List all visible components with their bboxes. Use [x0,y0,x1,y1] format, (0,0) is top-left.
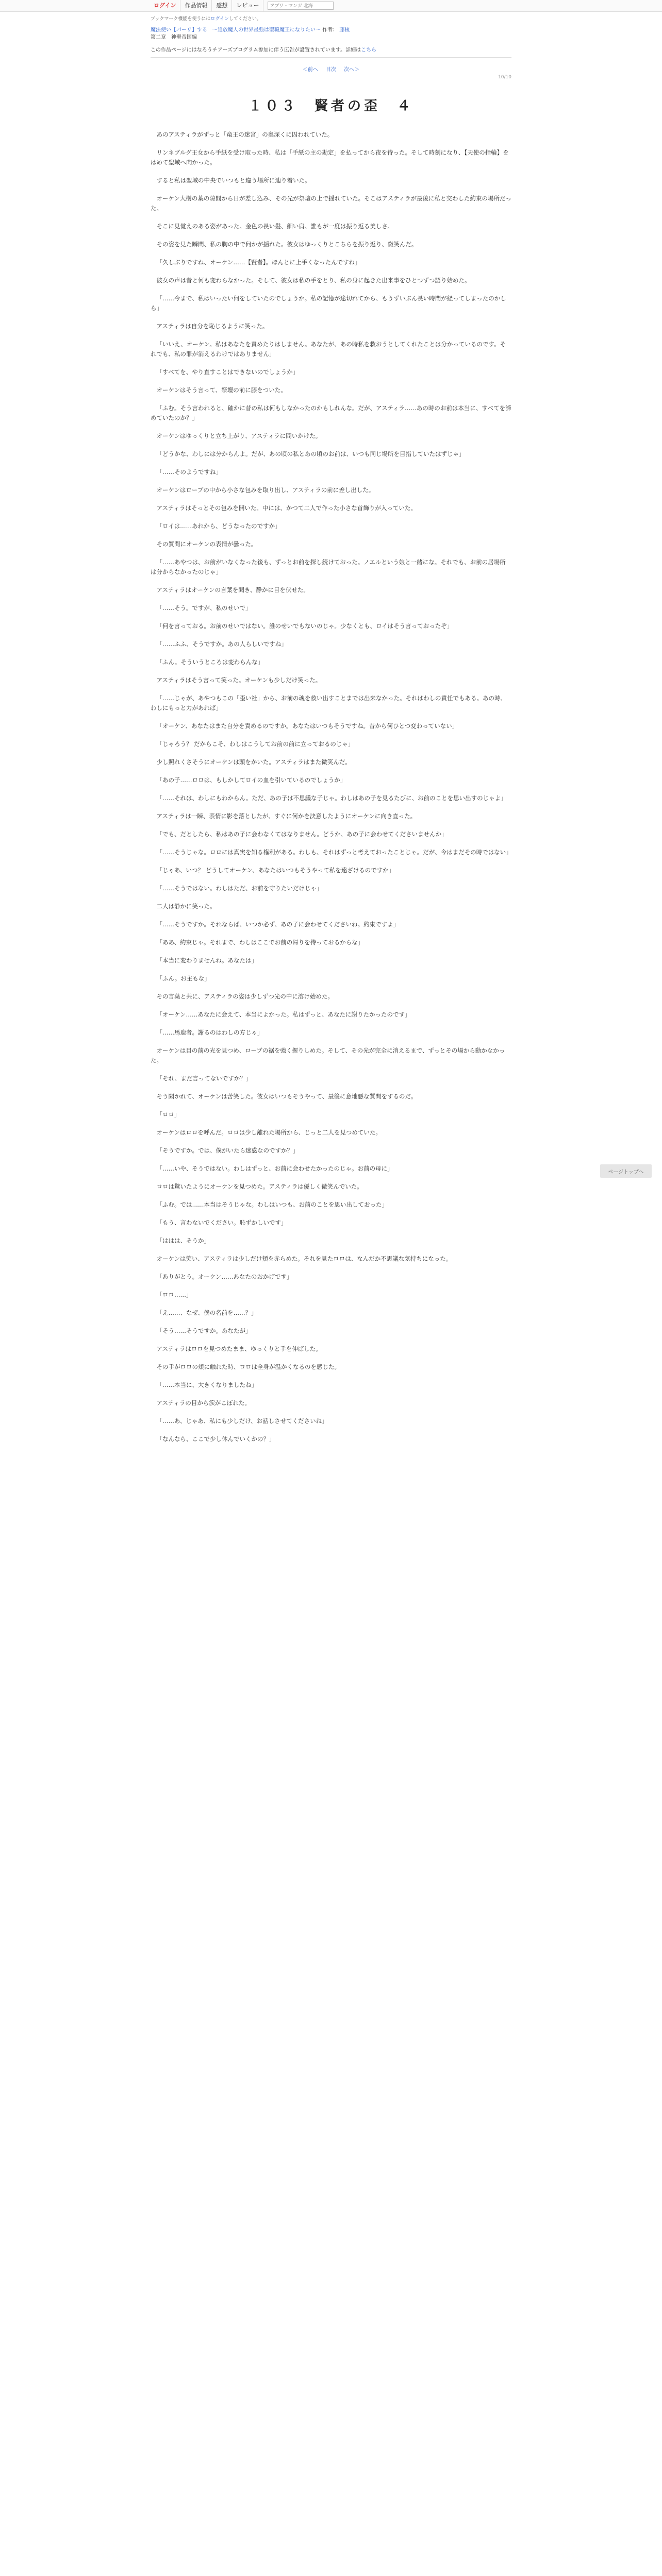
novel-paragraph: 「そうですか。では、僕がいたら迷惑なのですか？」 [156,1147,299,1154]
novel-paragraph: 「そう……そうですか。あなたが」 [156,1327,252,1334]
novel-paragraph: 「……そのようですね」 [156,468,222,476]
login-link[interactable]: ログイン [150,0,180,11]
author-link[interactable]: 藤榎 [339,27,350,33]
novel-paragraph: 「ふん。そういうところは変わらんな」 [156,658,264,666]
novel-paragraph: オーケンはそう言って、祭壇の前に膝をついた。 [156,386,287,394]
novel-paragraph: 「あの子……ロロは、もしかしてロイの血を引いているのでしょうか」 [156,776,346,784]
series-title-link[interactable]: 魔法使い【パーリ】する ～追放魔人の世界最強は聖職魔王になりたい～ [151,27,321,33]
novel-paragraph: 「……そう。ですが、私のせいで」 [156,604,252,612]
novel-paragraph: 「何を言っておる。お前のせいではない。誰のせいでもないのじゃ。少なくとも、ロイはそう言っておったぞ」 [156,622,453,630]
novel-paragraph: 「ロロ……」 [156,1291,192,1298]
bookmark-notice [151,12,511,24]
novel-paragraph: 「……そうじゃな。ロロには真実を知る権利がある。わしも、それはずっと考えておったことじゃ。だが、今はまだその時ではない」 [156,849,512,856]
novel-paragraph: 「どうかな、わしには分からんよ。だが、あの頃の私とあの頃のお前は、いつも同じ場所を目指していたはずじゃ」 [156,450,465,457]
notice-text-after: してください。 [228,16,261,22]
prev-link[interactable]: ＜前へ [302,67,318,73]
novel-body [151,130,511,1444]
search-input[interactable] [268,2,334,10]
novel-paragraph: 「ロロ」 [156,1111,180,1118]
novel-paragraph: アスティラはオーケンの言葉を聞き、静かに目を伏せた。 [156,586,309,594]
author-label: 作者： [322,27,338,33]
novel-paragraph: 「……そうではない。わしはただ、お前を守りたいだけじゃ」 [156,885,323,892]
novel-paragraph: あのアスティラがずっと「竜王の迷宮」の奥深くに囚われていた。 [156,131,334,138]
novel-paragraph: その手がロロの頬に触れた時、ロロは全身が温かくなるのを感じた。 [156,1363,340,1370]
novel-paragraph: その姿を見た瞬間、私の胸の中で何かが揺れた。彼女はゆっくりとこちらを振り返り、微笑んだ。 [156,241,418,248]
ad-notice-link[interactable]: こちら [361,47,377,53]
novel-paragraph: 「ふむ。では……本当はそうじゃな。わしはいつも、お前のことを思い出しておった」 [156,1201,388,1208]
novel-paragraph: 「……いや、そうではない。わしはずっと、お前に会わせたかったのじゃ。お前の母に」 [156,1165,393,1172]
novel-paragraph: 「……本当に、大きくなりましたね」 [156,1381,257,1388]
novel-paragraph: そこに見覚えのある姿があった。金色の長い髪、細い肩、誰もが一度は振り返る美しさ。 [156,223,393,230]
notice-login-link[interactable]: ログイン [210,16,229,22]
ad-notice-text: この作品ページにはなろうチアーズプログラム参加に伴う広告が設置されています。詳細は [151,47,361,53]
novel-paragraph: 「ロイは……あれから、どうなったのですか」 [156,522,281,530]
novel-paragraph: オーケンはゆっくりと立ち上がり、アスティラに問いかけた。 [156,432,322,439]
main-container [151,12,511,1444]
novel-paragraph: 「久しぶりですね、オーケン……【賢者】。ほんとに上手くなったんですね」 [156,259,361,266]
novel-paragraph: 「じゃろう？ だからこそ、わしはこうしてお前の前に立っておるのじゃ」 [156,740,354,748]
novel-paragraph: 「……そうですか。それならば、いつか必ず、あの子に会わせてくださいね。約束ですよ」 [156,921,400,928]
works-info-link[interactable]: 作品情報 [180,0,212,11]
novel-paragraph: 「ああ、約束じゃ。それまで、わしはここでお前の帰りを待っておるからな」 [156,939,364,946]
page-top-button[interactable]: ページトップへ [600,1164,652,1178]
novel-paragraph: アスティラは自分を恥じるように笑った。 [156,323,269,330]
novel-paragraph: そう聞かれて、オーケンは苦笑した。彼女はいつもそうやって、最後に意地悪な質問をするのだ。 [156,1093,417,1100]
novel-paragraph: リンネブルグ王女から手紙を受け取った時、私は「手紙の主の勘定」を払ってから夜を待った。そして時刻になり、【天使の指輪】をはめて聖域へ向かった。 [151,149,509,166]
novel-paragraph: 「……ふふ、そうですか。あの人らしいですね」 [156,640,287,648]
next-link[interactable]: 次へ＞ [344,67,360,73]
novel-paragraph: 「……あ、じゃあ、私にも少しだけ、お話しさせてくださいね」 [156,1417,328,1425]
toc-link[interactable]: 目次 [326,67,336,73]
novel-paragraph: 彼女の声は昔と何も変わらなかった。そして、彼女は私の手をとり、私の身に起きた出来事をひとつずつ語り始めた。 [156,277,471,284]
novel-paragraph: 「オーケン……あなたに会えて、本当によかった。私はずっと、あなたに謝りたかったのです」 [156,1011,411,1018]
novel-paragraph: その言葉と共に、アスティラの姿は少しずつ光の中に溶け始めた。 [156,993,334,1000]
novel-paragraph: 「ふん。お主もな」 [156,975,210,982]
novel-paragraph: アスティラはそっとその包みを開いた。中には、かつて二人で作った小さな首飾りが入っていた。 [156,504,417,512]
episode-title: １０３ 賢者の歪 ４ [248,98,413,114]
novel-paragraph: 「……今まで、私はいったい何をしていたのでしょうか。私の記憶が途切れてから、もうずいぶん長い時間が経ってしまったのかしら」 [151,295,506,312]
notice-text-before: ブックマーク機能を使うには [151,16,211,22]
novel-paragraph: 「……それは、わしにもわからん。ただ、あの子は不思議な子じゃ。わしはあの子を見るたびに、お前のことを思い出すのじゃよ」 [156,794,507,802]
novel-paragraph: 「ははは、そうか」 [156,1237,210,1244]
chapter-title: 第二章 神聖帝国編 [151,35,197,40]
novel-paragraph: オーケンはロロを呼んだ。ロロは少し離れた場所から、じっと二人を見つめていた。 [156,1129,382,1136]
novel-paragraph: オーケンは笑い、アスティラは少しだけ頬を赤らめた。それを見たロロは、なんだか不思議な気持ちになった。 [156,1255,452,1262]
impressions-link[interactable]: 感想 [212,0,232,11]
novel-paragraph: 少し照れくさそうにオーケンは頭をかいた。アスティラはまた微笑んだ。 [156,758,351,766]
novel-paragraph: 「すべてを、やり直すことはできないのでしょうか」 [156,368,299,376]
novel-paragraph: ロロは驚いたようにオーケンを見つめた。アスティラは優しく微笑んでいた。 [156,1183,363,1190]
novel-paragraph: アスティラは一瞬、表情に影を落としたが、すぐに何かを決意したようにオーケンに向き直った。 [156,812,417,820]
novel-paragraph: 「でも、だとしたら、私はあの子に会わなくてはなりません。どうか、あの子に会わせてくださいませんか」 [156,831,448,838]
novel-paragraph: 「本当に変わりませんね。あなたは」 [156,957,257,964]
novel-paragraph: 「じゃあ、いつ？ どうしてオーケン、あなたはいつもそうやって私を遠ざけるのですか」 [156,867,395,874]
novel-paragraph: オーケン大樹の葉の隙間から日が差し込み、その光が祭壇の上で揺れていた。そこはアスティラが最後に私と交わした約束の場所だった。 [151,195,511,212]
novel-paragraph: 「……馬鹿者。謝るのはわしの方じゃ」 [156,1029,263,1036]
novel-paragraph: 「もう、言わないでください。恥ずかしいです」 [156,1219,287,1226]
novel-paragraph: その質問にオーケンの表情が曇った。 [156,540,257,548]
novel-paragraph: 「ふむ。そう言われると、確かに昔の私は何もしなかったのかもしれんな。だが、アスティラ……あの時のお前は本当に、すべてを諦めていたのか？」 [151,404,511,421]
novel-paragraph: 「なんなら、ここで少し休んでいくかの？」 [156,1435,275,1443]
top-nav-bar [0,0,662,12]
novel-paragraph: アスティラはロロを見つめたまま、ゆっくりと手を伸ばした。 [156,1345,322,1352]
novel-paragraph: オーケンは目の前の光を見つめ、ローブの裾を強く握りしめた。そして、その光が完全に消えるまで、ずっとその場から動かなかった。 [151,1047,505,1064]
novel-paragraph: 「え……、なぜ、僕の名前を……？」 [156,1309,257,1316]
novel-paragraph: アスティラの目から涙がこぼれた。 [156,1399,251,1406]
series-info [151,27,511,41]
novel-paragraph: 二人は静かに笑った。 [156,903,216,910]
novel-paragraph: 「……あやつは、お前がいなくなった後も、ずっとお前を探し続けておった。ノエルという娘と一緒にな。それでも、お前の居場所は分からなかったのじゃ」 [151,558,506,575]
novel-paragraph: 「ありがとう。オーケン……あなたのおかげです」 [156,1273,293,1280]
novel-paragraph: アスティラはそう言って笑った。オーケンも少しだけ笑った。 [156,676,322,684]
pager [151,65,511,73]
novel-paragraph: 「それ、まだ言ってないですか？」 [156,1075,252,1082]
novel-paragraph: 「オーケン、あなたはまた自分を責めるのですか。あなたはいつもそうですね。昔から何ひとつ変わっていない」 [156,722,458,730]
novel-paragraph: オーケンはローブの中から小さな包みを取り出し、アスティラの前に差し出した。 [156,486,375,494]
novel-paragraph: 「……じゃが、あやつもこの「歪い社」から、お前の魂を救い出すことまでは出来なかった。それはわしの責任でもある。あの時、わしにもっと力があれば」 [151,694,506,711]
ad-notice [151,45,511,58]
novel-paragraph: 「いいえ、オーケン。私はあなたを責めたりはしません。あなたが、あの時私を救おうとしてくれたことは分かっているのです。それでも、私の罪が消えるわけではありません」 [151,341,506,358]
page-number: 10/10 [498,75,511,80]
novel-paragraph: すると私は聖域の中央でいつもと違う場所に辿り着いた。 [156,177,311,184]
review-link[interactable]: レビュー [232,0,263,11]
